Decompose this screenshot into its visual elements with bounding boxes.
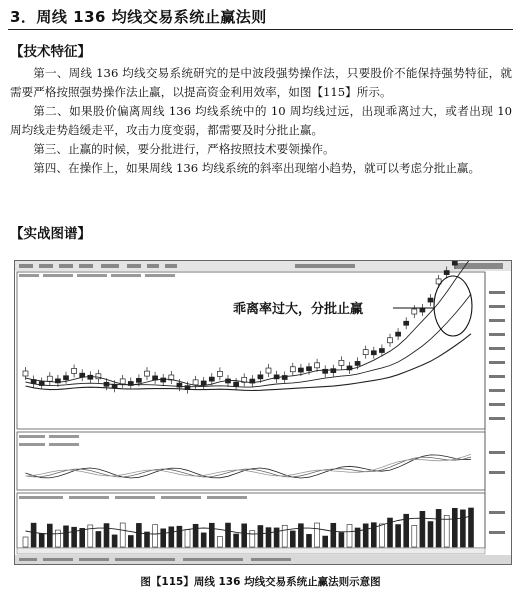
candle-body bbox=[412, 309, 417, 314]
volume-bar bbox=[258, 525, 263, 547]
candle-body bbox=[298, 368, 303, 372]
candle-body bbox=[355, 361, 360, 365]
candle-body bbox=[88, 375, 93, 379]
volume-bar bbox=[339, 533, 344, 547]
section-heading-chart: 【实战图谱】 bbox=[10, 226, 91, 242]
candle-body bbox=[363, 350, 368, 355]
candle-body bbox=[72, 368, 77, 373]
indicator-line-1 bbox=[26, 455, 472, 478]
volume-bars bbox=[23, 508, 474, 547]
stock-chart-image bbox=[15, 261, 511, 564]
volume-bar bbox=[23, 537, 28, 547]
candle-body bbox=[420, 308, 425, 312]
moving-average-lines bbox=[26, 261, 472, 391]
date-axis-bar bbox=[17, 548, 485, 554]
figure-caption: 图【115】周线 136 均线交易系统止赢法则示意图 bbox=[140, 576, 381, 588]
volume-bar bbox=[185, 530, 190, 547]
candle-body bbox=[217, 371, 222, 376]
candle-body bbox=[331, 369, 336, 373]
paragraph-2: 第二、如果股价偏离周线 136 均线系统中的 10 周均线过远，出现乖离过大，或者出现 10 周均线走势趋缓走平，攻击力度变弱，都需要及时分批止赢。 bbox=[10, 104, 512, 137]
volume-bar bbox=[315, 523, 320, 547]
candle-body bbox=[290, 367, 295, 372]
candle-body bbox=[379, 349, 384, 353]
volume-bar bbox=[55, 530, 60, 547]
volume-bar bbox=[379, 524, 384, 547]
volume-bar bbox=[128, 535, 133, 547]
indicator-legend bbox=[19, 435, 79, 446]
volume-bar bbox=[112, 535, 117, 547]
section-heading-tech: 【技术特征】 bbox=[10, 44, 91, 60]
volume-bar bbox=[266, 528, 271, 547]
volume-bar bbox=[47, 524, 52, 547]
highlight-circle bbox=[434, 276, 472, 336]
volume-bar bbox=[136, 523, 141, 547]
volume-bar bbox=[444, 515, 449, 547]
volume-bar bbox=[436, 509, 441, 547]
indicator-line-3 bbox=[26, 454, 472, 476]
candle-body bbox=[120, 379, 125, 384]
volume-bar bbox=[323, 536, 328, 547]
candle-body bbox=[145, 371, 150, 376]
candle-body bbox=[258, 375, 263, 379]
volume-bar bbox=[460, 510, 465, 547]
candle-body bbox=[428, 298, 433, 302]
volume-bar bbox=[420, 511, 425, 547]
volume-bar bbox=[452, 508, 457, 547]
volume-bar bbox=[169, 527, 174, 547]
volume-bar bbox=[298, 524, 303, 547]
candle-body bbox=[315, 363, 320, 368]
volume-bar bbox=[201, 533, 206, 547]
volume-bar bbox=[153, 525, 158, 547]
volume-bar bbox=[226, 523, 231, 547]
title-divider bbox=[8, 29, 513, 30]
volume-bar bbox=[347, 524, 352, 547]
paragraph-3: 第三、止赢的时候，要分批进行，严格按照技术要领操作。 bbox=[33, 142, 335, 156]
volume-bar bbox=[209, 523, 214, 547]
candle-body bbox=[307, 367, 312, 371]
candle-body bbox=[339, 360, 344, 365]
candle-body bbox=[201, 381, 206, 385]
volume-bar bbox=[242, 524, 247, 547]
candle-body bbox=[64, 376, 69, 380]
volume-bar bbox=[39, 533, 44, 547]
volume-bar bbox=[250, 531, 255, 547]
volume-bar bbox=[331, 523, 336, 547]
candle-body bbox=[193, 380, 198, 385]
volume-bar bbox=[64, 526, 69, 547]
volume-bar bbox=[234, 534, 239, 547]
volume-bar bbox=[371, 523, 376, 547]
candle-body bbox=[444, 271, 449, 275]
volume-bar bbox=[31, 523, 36, 547]
candle-body bbox=[136, 378, 141, 382]
annotation-label: 乖离率过大，分批止赢 bbox=[233, 302, 364, 317]
paragraph-1: 第一、周线 136 均线交易系统研究的是中波段强势操作法，只要股价不能保持强势特征，就需要严格按照强势操作法止赢，以提高资金利用效率，如图【115】所示。 bbox=[10, 66, 512, 99]
main-price-panel bbox=[17, 272, 485, 429]
candle-body bbox=[209, 377, 214, 381]
volume-bar bbox=[307, 534, 312, 547]
volume-bar bbox=[469, 508, 474, 547]
volume-bar bbox=[104, 524, 109, 547]
main-panel-legend bbox=[19, 274, 175, 277]
volume-legend bbox=[19, 496, 247, 499]
volume-bar bbox=[177, 526, 182, 547]
volume-bar bbox=[363, 524, 368, 547]
volume-bar bbox=[161, 529, 166, 547]
volume-bar bbox=[217, 536, 222, 547]
candle-body bbox=[396, 332, 401, 336]
candle-body bbox=[404, 321, 409, 325]
candle-body bbox=[266, 368, 271, 373]
candle-body bbox=[161, 378, 166, 382]
volume-bar bbox=[96, 531, 101, 547]
stock-chart-figure bbox=[14, 260, 512, 565]
candle-body bbox=[47, 376, 52, 381]
right-axis-tick-labels bbox=[489, 291, 505, 534]
volume-bar bbox=[72, 527, 77, 547]
volume-bar bbox=[412, 525, 417, 547]
volume-bar bbox=[428, 522, 433, 547]
candle-body bbox=[153, 376, 158, 380]
paragraph-4: 第四、在操作上，如果周线 136 均线系统的斜率出现缩小趋势，就可以考虑分批止赢。 bbox=[33, 161, 481, 175]
volume-bar bbox=[274, 528, 279, 547]
candle-body bbox=[23, 371, 28, 376]
volume-bar bbox=[282, 525, 287, 547]
candle-body bbox=[234, 382, 239, 386]
volume-bar bbox=[290, 531, 295, 547]
volume-bar bbox=[193, 524, 198, 547]
candle-body bbox=[80, 373, 85, 377]
indicator-lines bbox=[26, 454, 472, 478]
indicator-panel bbox=[17, 432, 485, 490]
candlestick-series bbox=[23, 261, 474, 394]
candle-body bbox=[388, 338, 393, 343]
volume-bar bbox=[80, 528, 85, 547]
volume-bar bbox=[396, 525, 401, 547]
volume-bar bbox=[120, 523, 125, 547]
candle-body bbox=[452, 261, 457, 265]
candle-body bbox=[371, 351, 376, 355]
page-title: 3．周线 136 均线交易系统止赢法则 bbox=[10, 8, 267, 26]
